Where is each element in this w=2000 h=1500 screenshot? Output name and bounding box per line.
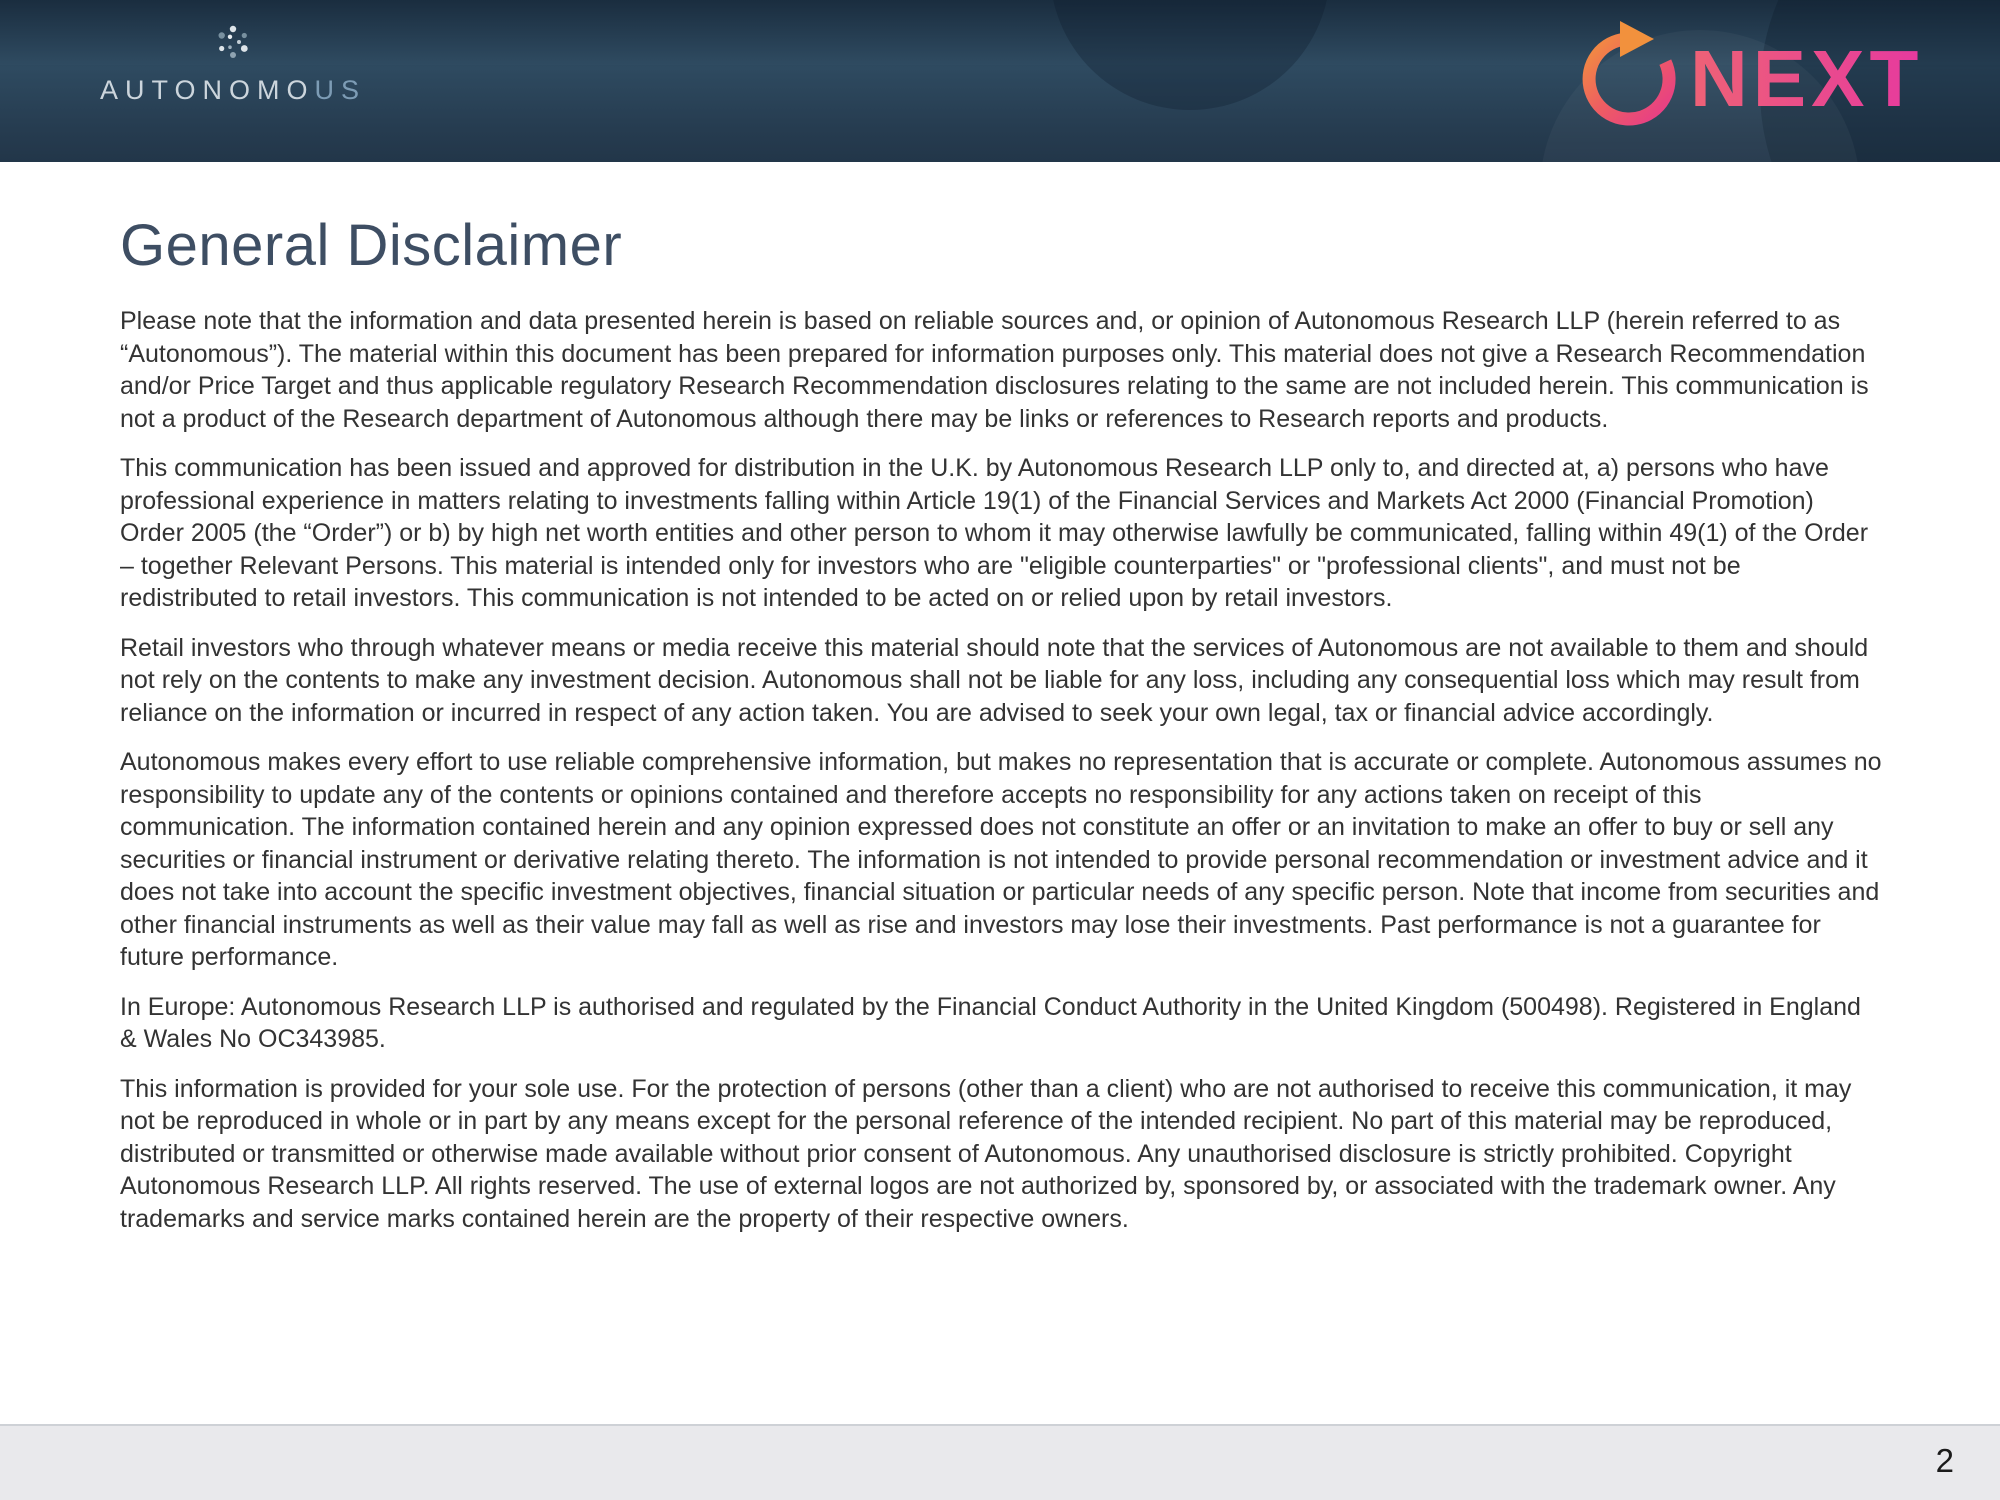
autonomous-wordmark-accent: US [314, 75, 367, 105]
disclaimer-paragraph: Retail investors who through whatever means or media receive this material should note that the services of Autonomous are not available to them and should not rely on the contents to make any investment decision. Autonomous shall not be liable for any loss, including any consequential loss which may result from reliance on the information or incurred in respect of any action taken. You are advised to seek your own legal, tax or financial advice accordingly. [120, 633, 1869, 727]
page-number: 2 [1935, 1442, 1954, 1479]
autonomous-wordmark [100, 75, 366, 106]
disclaimer-body [120, 305, 1882, 1235]
autonomous-logo [100, 22, 366, 106]
disclaimer-paragraph: This information is provided for your sole use. For the protection of persons (other than a client) who are not authorised to receive this communication, it may not be reproduced in whole or in part by any means except for the personal reference of the intended recipient. No part of this material may be reproduced, distributed or transmitted or otherwise made available without prior consent of Autonomous. Any unauthorised disclosure is strictly prohibited. Copyright Autonomous Research LLP. All rights reserved. The use of external logos are not authorized by, sponsored by, or associated with the trademark owner. Any trademarks and service marks contained herein are the property of their respective owners. [120, 1074, 1852, 1233]
circular-arrow-icon [1572, 16, 1928, 138]
autonomous-wordmark-main: AUTONOMO [100, 75, 315, 105]
footer-bar [0, 1424, 2000, 1500]
header-banner [0, 0, 2000, 162]
next-logo [1572, 16, 1928, 143]
next-logo-text: NEXT [1690, 34, 1924, 123]
dots-sphere-icon [210, 22, 256, 69]
disclaimer-paragraph: Autonomous makes every effort to use reliable comprehensive information, but makes no representation that is accurate or complete. Autonomous assumes no responsibility to update any of the contents or opinions contained and therefore accepts no responsibility for any actions taken on receipt of this communication. The information contained herein and any opinion expressed does not constitute an offer or an invitation to make an offer to buy or sell any securities or financial instrument or derivative relating thereto. The information is not intended to provide personal recommendation or investment advice and it does not take into account the specific investment objectives, financial situation or particular needs of any specific person. Note that income from securities and other financial instruments as well as their value may fall as well as rise and investors may lose their investments. Past performance is not a guarantee for future performance. [120, 748, 1882, 971]
page-title: General Disclaimer [120, 213, 623, 278]
disclaimer-paragraph: This communication has been issued and approved for distribution in the U.K. by Autonomous Research LLP only to, and directed at, a) persons who have professional experience in matters relating to investments falling within Article 19(1) of the Financial Services and Markets Act 2000 (Financial Promotion) Order 2005 (the “Order”) or b) by high net worth entities and other person to whom it may otherwise lawfully be communicated, falling within 49(1) of the Order – together Relevant Persons. This material is intended only for investors who are "eligible counterparties" or "professional clients", and must not be redistributed to retail investors. This communication is not intended to be acted on or relied upon by retail investors. [120, 454, 1869, 612]
disclaimer-paragraph: Please note that the information and data presented herein is based on reliable sources and, or opinion of Autonomous Research LLP (herein referred to as “Autonomous”). The material within this document has been prepared for information purposes only. This material does not give a Research Recommendation and/or Price Target and thus applicable regulatory Research Recommendation disclosures relating to the same are not included herein. This communication is not a product of the Research department of Autonomous although there may be links or references to Research reports and products. [120, 307, 1869, 433]
header-decor-circle [1050, 0, 1330, 110]
disclaimer-paragraph: In Europe: Autonomous Research LLP is authorised and regulated by the Financial Conduct Authority in the United Kingdom (500498). Registered in England & Wales No OC343985. [120, 992, 1861, 1053]
